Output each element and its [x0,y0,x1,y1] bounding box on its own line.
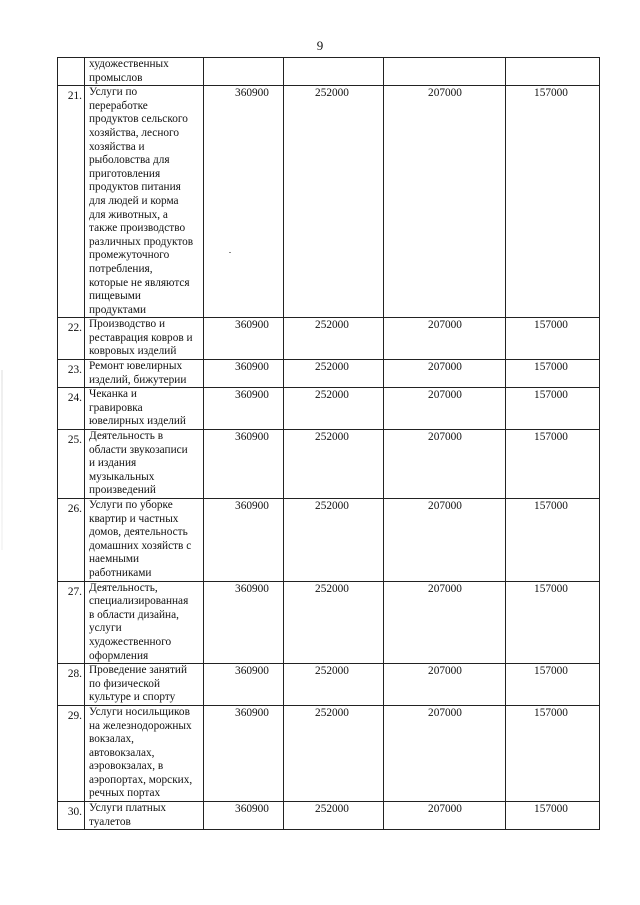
table-row [58,388,600,430]
table-row [58,705,600,801]
table-body [58,58,600,830]
rate-value-col2: 252000 [284,664,384,706]
rate-value-col4: 157000 [506,802,600,830]
rate-value-col1: 360900 [204,499,284,582]
rate-value-col2: 252000 [284,388,384,430]
rate-value-col1: 360900 [204,705,284,801]
rate-value-col3: 207000 [384,360,506,388]
activity-name: Ремонт ювелирных изделий, бижутерии [85,360,204,388]
rate-value-col2: 252000 [284,705,384,801]
activity-name: Деятельность, специализированная в области дизайна, услуги художественного оформления [85,581,204,664]
rate-value-col2: 252000 [284,581,384,664]
table-row [58,58,600,86]
table-row [58,802,600,830]
row-number: 23. [58,360,85,388]
rate-value-col4: 157000 [506,388,600,430]
rate-value-col1: 360900 [204,86,284,318]
row-number: 24. [58,388,85,430]
rate-value-col4: 157000 [506,499,600,582]
rate-value-col4 [506,58,600,86]
row-number: 30. [58,802,85,830]
activity-name: Услуги носильщиков на железнодорожных вокзалах, автовокзалах, аэровокзалах, в аэропортах, морских, речных портах [85,705,204,801]
rate-value-col2 [284,58,384,86]
rate-value-col1: 360900 [204,360,284,388]
rate-value-col4: 157000 [506,705,600,801]
rate-value-col1: 360900 [204,664,284,706]
rate-value-col2: 252000 [284,499,384,582]
rate-value-col1: 360900 [204,318,284,360]
rate-value-col3: 207000 [384,499,506,582]
activity-name: Чеканка и гравировка ювелирных изделий [85,388,204,430]
row-number: 21. [58,86,85,318]
rate-value-col4: 157000 [506,664,600,706]
activity-name: Проведение занятий по физической культуре и спорту [85,664,204,706]
rate-value-col4: 157000 [506,318,600,360]
row-number: 29. [58,705,85,801]
tax-rate-table-container [57,57,600,830]
rate-value-col4: 157000 [506,360,600,388]
row-number: 28. [58,664,85,706]
activity-name: Услуги по переработке продуктов сельского хозяйства, лесного хозяйства и рыболовства для приготовления продуктов питания для людей и корма для животных, а также производство различных продуктов промежуточного потребления, которые не являются пищевыми продуктами [85,86,204,318]
activity-name: Услуги платных туалетов [85,802,204,830]
rate-value-col3: 207000 [384,86,506,318]
rate-value-col1: 360900 [204,430,284,499]
table-row [58,360,600,388]
row-number: 27. [58,581,85,664]
rate-value-col1: 360900 [204,802,284,830]
tax-rate-table [57,57,600,830]
rate-value-col3: 207000 [384,430,506,499]
scan-edge-mark [1,370,3,550]
table-row [58,581,600,664]
rate-value-col2: 252000 [284,86,384,318]
row-number: 25. [58,430,85,499]
table-row [58,318,600,360]
activity-name: Услуги по уборке квартир и частных домов, деятельность домашних хозяйств с наемными работниками [85,499,204,582]
rate-value-col1: 360900 [204,581,284,664]
row-number [58,58,85,86]
rate-value-col2: 252000 [284,802,384,830]
rate-value-col4: 157000 [506,430,600,499]
activity-name: художественных промыслов [85,58,204,86]
rate-value-col2: 252000 [284,318,384,360]
rate-value-col3: 207000 [384,318,506,360]
activity-name: Производство и реставрация ковров и ковровых изделий [85,318,204,360]
rate-value-col3 [384,58,506,86]
activity-name: Деятельность в области звукозаписи и издания музыкальных произведений [85,430,204,499]
rate-value-col3: 207000 [384,581,506,664]
rate-value-col1 [204,58,284,86]
rate-value-col2: 252000 [284,360,384,388]
rate-value-col1: 360900 [204,388,284,430]
table-row [58,86,600,318]
rate-value-col4: 157000 [506,86,600,318]
table-row [58,499,600,582]
row-number: 22. [58,318,85,360]
rate-value-col3: 207000 [384,664,506,706]
table-row [58,664,600,706]
rate-value-col4: 157000 [506,581,600,664]
rate-value-col3: 207000 [384,802,506,830]
page-number: 9 [316,38,324,53]
rate-value-col3: 207000 [384,388,506,430]
table-row [58,430,600,499]
rate-value-col2: 252000 [284,430,384,499]
rate-value-col3: 207000 [384,705,506,801]
row-number: 26. [58,499,85,582]
